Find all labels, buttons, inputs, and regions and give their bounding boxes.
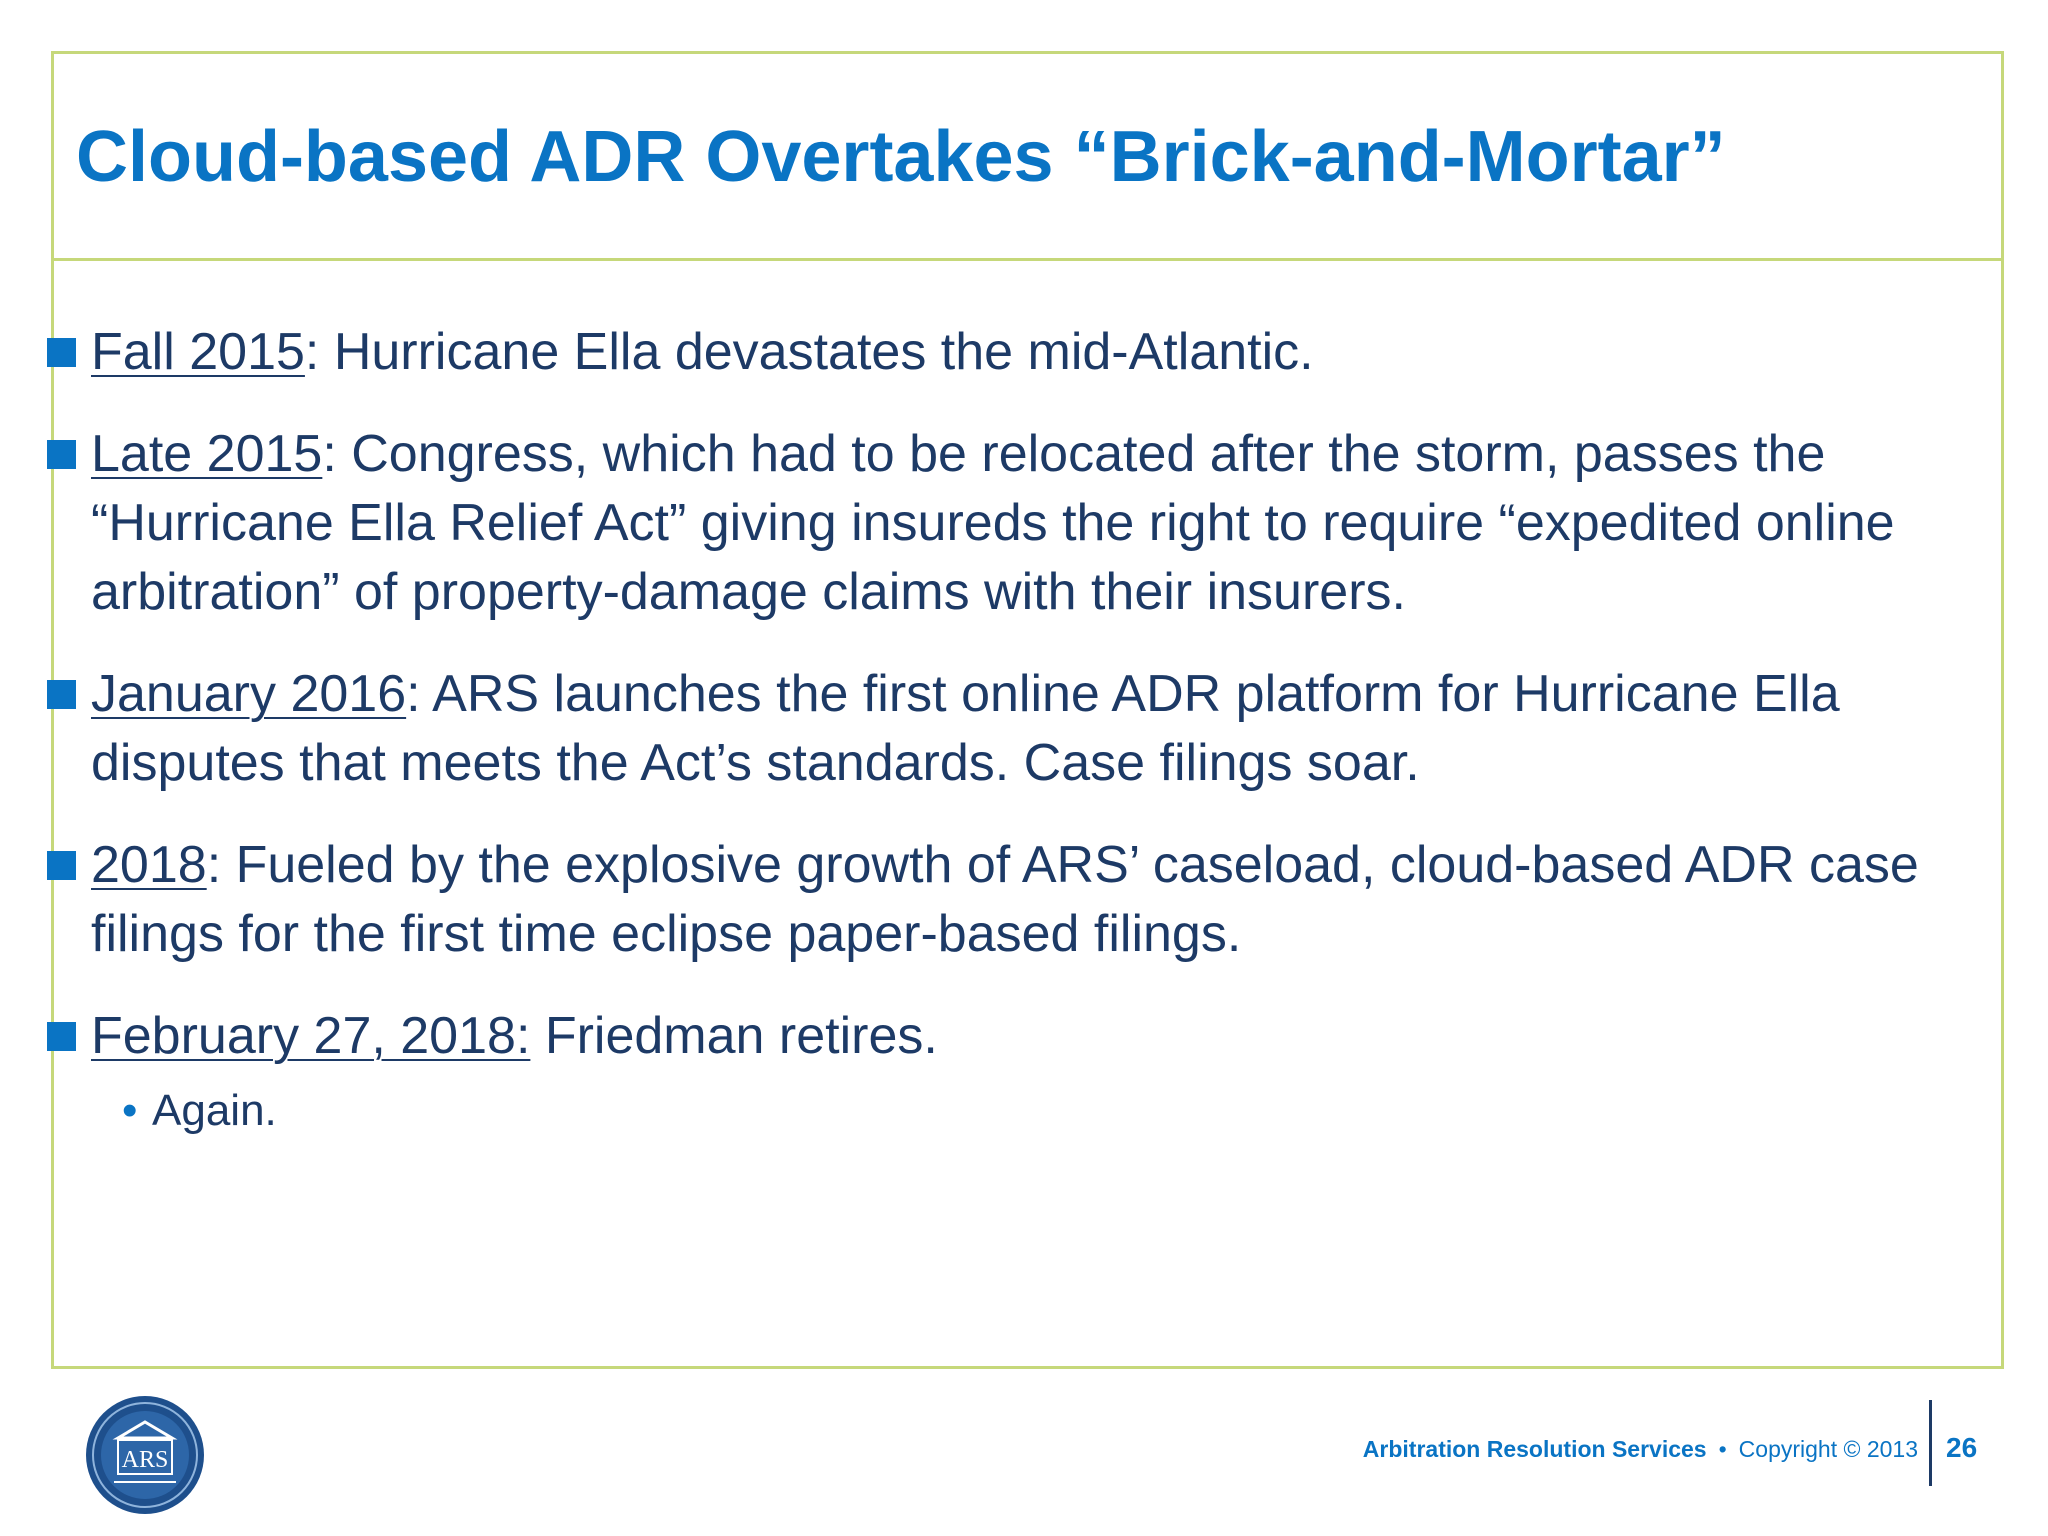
footer-divider (1929, 1400, 1932, 1486)
bullet-text: : ARS launches the first online ADR platform for Hurricane Ella disputes that meets the Act’s standards. Case filings soar. (91, 665, 1840, 792)
square-bullet-icon (47, 680, 76, 709)
bullet-text: : Hurricane Ella devastates the mid-Atlantic. (304, 323, 1314, 381)
bullet-item (42, 660, 1922, 798)
sub-bullet-text: Again. (152, 1086, 277, 1135)
footer-separator: • (1718, 1436, 1727, 1462)
slide-title: Cloud-based ADR Overtakes “Brick-and-Mortar” (76, 117, 1726, 197)
bullet-text: Friedman retires. (530, 1007, 938, 1065)
bullet-date: Late 2015 (91, 425, 323, 483)
square-bullet-icon (47, 440, 76, 469)
bullet-item (42, 318, 1922, 387)
bullet-item (42, 420, 1922, 627)
footer-org: Arbitration Resolution Services (1362, 1436, 1707, 1462)
bullet-list (42, 318, 1922, 1141)
ars-logo (84, 1394, 206, 1516)
square-bullet-icon (47, 338, 76, 367)
bullet-item (42, 1002, 1922, 1071)
bullet-date: Fall 2015 (91, 323, 305, 381)
bullet-text: : Congress, which had to be relocated after the storm, passes the “Hurricane Ella Relief Act” giving insureds the right to require “expedited online arbitration” of property-damage claims with their insurers. (91, 425, 1895, 621)
sub-bullet-item (42, 1081, 1922, 1141)
bullet-text: : Fueled by the explosive growth of ARS’ caseload, cloud-based ADR case filings for the first time eclipse paper-based filings. (91, 836, 1919, 963)
logo-text: ARS (121, 1447, 169, 1473)
footer-text (1363, 1436, 1918, 1463)
round-bullet-icon: • (122, 1086, 138, 1135)
bullet-date: February 27, 2018: (91, 1007, 531, 1065)
page-number: 26 (1946, 1432, 1978, 1463)
bullet-date: January 2016 (91, 665, 407, 723)
bullet-date: 2018 (91, 836, 207, 894)
square-bullet-icon (47, 1022, 76, 1051)
footer-copyright: Copyright © 2013 (1738, 1436, 1918, 1462)
bullet-item (42, 831, 1922, 969)
square-bullet-icon (47, 851, 76, 880)
title-area (54, 54, 2001, 261)
